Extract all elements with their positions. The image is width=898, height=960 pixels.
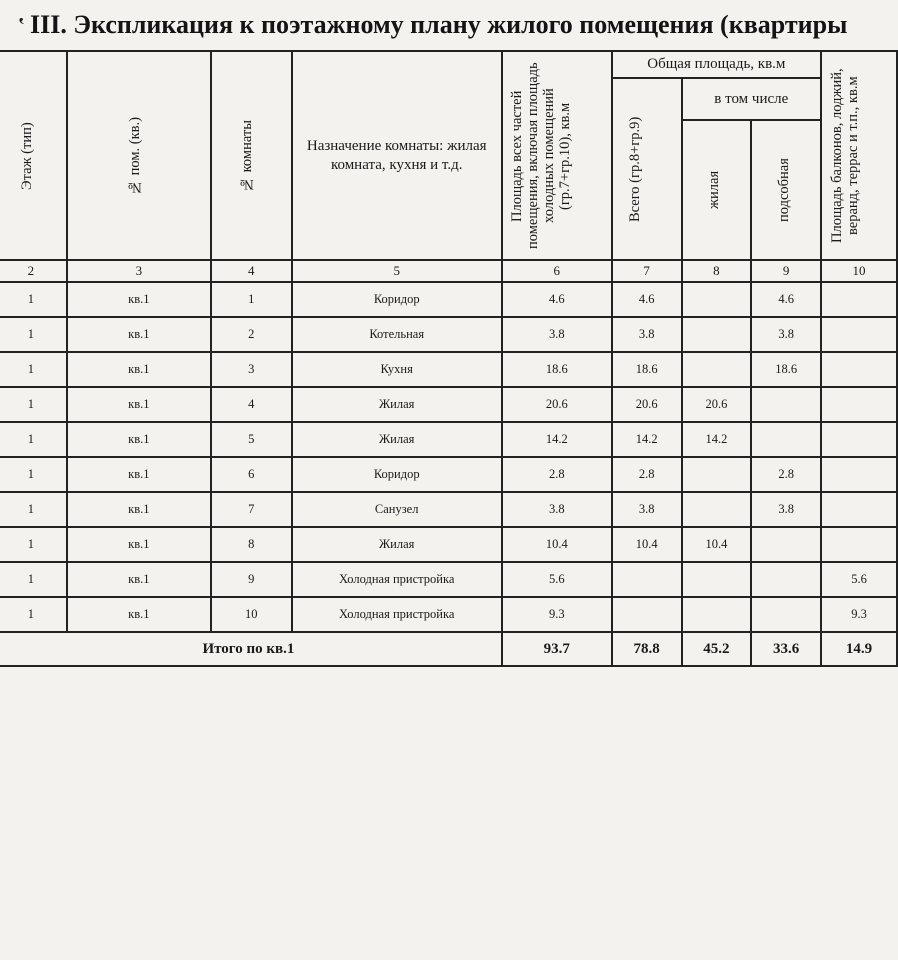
header-total-area: Общая площадь, кв.м bbox=[612, 51, 821, 78]
header-balcony-text: Площадь балконов, лоджий, веранд, террас и т.п., кв.м bbox=[829, 68, 861, 243]
cell-aux bbox=[751, 562, 821, 597]
cell-room: 1 bbox=[211, 282, 292, 317]
header-living-text: жилая bbox=[706, 170, 723, 210]
col-num: 10 bbox=[821, 260, 897, 282]
header-apt bbox=[67, 51, 211, 260]
header-total-text: Всего (гр.8+гр.9) bbox=[626, 116, 643, 222]
totals-balc: 14.9 bbox=[821, 632, 897, 666]
totals-row bbox=[0, 632, 897, 666]
cell-living: 14.2 bbox=[682, 422, 752, 457]
col-num: 8 bbox=[682, 260, 752, 282]
cell-apt: кв.1 bbox=[67, 597, 211, 632]
header-aux bbox=[751, 120, 821, 260]
cell-purpose: Жилая bbox=[292, 527, 502, 562]
cell-living bbox=[682, 317, 752, 352]
cell-balc bbox=[821, 457, 897, 492]
cell-aux: 3.8 bbox=[751, 317, 821, 352]
cell-balc bbox=[821, 282, 897, 317]
cell-all: 2.8 bbox=[502, 457, 612, 492]
cell-living bbox=[682, 562, 752, 597]
header-area-all-text: Площадь всех частей помещения, включая площадь холодных помещений (гр.7+гр.10), кв.м bbox=[508, 62, 573, 249]
cell-floor: 1 bbox=[0, 282, 67, 317]
cell-balc: 5.6 bbox=[821, 562, 897, 597]
cell-purpose: Коридор bbox=[292, 457, 502, 492]
cell-purpose: Жилая bbox=[292, 387, 502, 422]
cell-purpose: Коридор bbox=[292, 282, 502, 317]
table-row bbox=[0, 527, 897, 562]
cell-total bbox=[612, 597, 682, 632]
cell-apt: кв.1 bbox=[67, 317, 211, 352]
col-num: 2 bbox=[0, 260, 67, 282]
table-row bbox=[0, 317, 897, 352]
cell-apt: кв.1 bbox=[67, 562, 211, 597]
totals-all: 93.7 bbox=[502, 632, 612, 666]
table-row bbox=[0, 562, 897, 597]
cell-floor: 1 bbox=[0, 457, 67, 492]
cell-total: 10.4 bbox=[612, 527, 682, 562]
cell-aux bbox=[751, 422, 821, 457]
cell-floor: 1 bbox=[0, 492, 67, 527]
page-title: III. Экспликация к поэтажному плану жилого помещения (квартиры bbox=[30, 10, 848, 39]
cell-balc bbox=[821, 492, 897, 527]
cell-aux: 4.6 bbox=[751, 282, 821, 317]
cell-all: 3.8 bbox=[502, 492, 612, 527]
cell-all: 14.2 bbox=[502, 422, 612, 457]
cell-apt: кв.1 bbox=[67, 457, 211, 492]
cell-room: 5 bbox=[211, 422, 292, 457]
column-number-row bbox=[0, 260, 897, 282]
cell-room: 10 bbox=[211, 597, 292, 632]
cell-living bbox=[682, 282, 752, 317]
header-incl: в том числе bbox=[682, 78, 821, 120]
header-room bbox=[211, 51, 292, 260]
cell-room: 9 bbox=[211, 562, 292, 597]
cell-apt: кв.1 bbox=[67, 492, 211, 527]
cell-floor: 1 bbox=[0, 387, 67, 422]
cell-total bbox=[612, 562, 682, 597]
cell-room: 6 bbox=[211, 457, 292, 492]
cell-purpose: Жилая bbox=[292, 422, 502, 457]
totals-label: Итого по кв.1 bbox=[0, 632, 502, 666]
cell-apt: кв.1 bbox=[67, 527, 211, 562]
totals-living: 45.2 bbox=[682, 632, 752, 666]
cell-floor: 1 bbox=[0, 597, 67, 632]
cell-purpose: Холодная пристройка bbox=[292, 562, 502, 597]
cell-living: 20.6 bbox=[682, 387, 752, 422]
cell-aux bbox=[751, 597, 821, 632]
cell-purpose: Котельная bbox=[292, 317, 502, 352]
cell-total: 3.8 bbox=[612, 492, 682, 527]
cell-apt: кв.1 bbox=[67, 422, 211, 457]
header-aux-text: подсобная bbox=[776, 158, 793, 222]
cell-living bbox=[682, 352, 752, 387]
explication-table-wrapper bbox=[0, 50, 898, 667]
header-purpose bbox=[292, 51, 502, 260]
cell-total: 4.6 bbox=[612, 282, 682, 317]
cell-living bbox=[682, 492, 752, 527]
table-row bbox=[0, 352, 897, 387]
cell-balc bbox=[821, 387, 897, 422]
cell-total: 3.8 bbox=[612, 317, 682, 352]
cell-total: 14.2 bbox=[612, 422, 682, 457]
cell-purpose: Кухня bbox=[292, 352, 502, 387]
col-num: 7 bbox=[612, 260, 682, 282]
header-balcony bbox=[821, 51, 897, 260]
table-row bbox=[0, 422, 897, 457]
title-mark: ‛ bbox=[18, 14, 25, 36]
totals-aux: 33.6 bbox=[751, 632, 821, 666]
cell-all: 3.8 bbox=[502, 317, 612, 352]
cell-all: 18.6 bbox=[502, 352, 612, 387]
header-area-all bbox=[502, 51, 612, 260]
cell-total: 20.6 bbox=[612, 387, 682, 422]
header-apt-text: № пом. (кв.) bbox=[126, 116, 143, 195]
cell-aux bbox=[751, 527, 821, 562]
cell-room: 4 bbox=[211, 387, 292, 422]
header-total bbox=[612, 78, 682, 260]
cell-purpose: Санузел bbox=[292, 492, 502, 527]
table-row bbox=[0, 387, 897, 422]
cell-floor: 1 bbox=[0, 317, 67, 352]
cell-all: 4.6 bbox=[502, 282, 612, 317]
header-purpose-text: Назначение комнаты: жилая комната, кухня и т.д. bbox=[306, 137, 487, 173]
cell-floor: 1 bbox=[0, 527, 67, 562]
cell-balc bbox=[821, 527, 897, 562]
table-row bbox=[0, 597, 897, 632]
cell-aux: 18.6 bbox=[751, 352, 821, 387]
cell-aux bbox=[751, 387, 821, 422]
table-row bbox=[0, 492, 897, 527]
cell-room: 8 bbox=[211, 527, 292, 562]
cell-all: 5.6 bbox=[502, 562, 612, 597]
cell-total: 18.6 bbox=[612, 352, 682, 387]
table-row bbox=[0, 457, 897, 492]
cell-all: 10.4 bbox=[502, 527, 612, 562]
header-floor bbox=[0, 51, 67, 260]
totals-total: 78.8 bbox=[612, 632, 682, 666]
cell-floor: 1 bbox=[0, 422, 67, 457]
cell-room: 3 bbox=[211, 352, 292, 387]
cell-all: 9.3 bbox=[502, 597, 612, 632]
cell-room: 7 bbox=[211, 492, 292, 527]
cell-aux: 2.8 bbox=[751, 457, 821, 492]
cell-balc bbox=[821, 422, 897, 457]
cell-purpose: Холодная пристройка bbox=[292, 597, 502, 632]
cell-aux: 3.8 bbox=[751, 492, 821, 527]
cell-balc bbox=[821, 317, 897, 352]
cell-total: 2.8 bbox=[612, 457, 682, 492]
cell-apt: кв.1 bbox=[67, 352, 211, 387]
header-living bbox=[682, 120, 752, 260]
header-floor-text: Этаж (тип) bbox=[18, 121, 35, 190]
col-num: 6 bbox=[502, 260, 612, 282]
cell-all: 20.6 bbox=[502, 387, 612, 422]
cell-floor: 1 bbox=[0, 352, 67, 387]
cell-living: 10.4 bbox=[682, 527, 752, 562]
col-num: 5 bbox=[292, 260, 502, 282]
col-num: 3 bbox=[67, 260, 211, 282]
cell-balc bbox=[821, 352, 897, 387]
cell-room: 2 bbox=[211, 317, 292, 352]
cell-floor: 1 bbox=[0, 562, 67, 597]
cell-apt: кв.1 bbox=[67, 282, 211, 317]
table-row bbox=[0, 282, 897, 317]
col-num: 9 bbox=[751, 260, 821, 282]
cell-living bbox=[682, 597, 752, 632]
cell-apt: кв.1 bbox=[67, 387, 211, 422]
explication-table bbox=[0, 50, 898, 667]
header-room-text: № комнаты bbox=[239, 119, 256, 192]
cell-living bbox=[682, 457, 752, 492]
cell-balc: 9.3 bbox=[821, 597, 897, 632]
col-num: 4 bbox=[211, 260, 292, 282]
